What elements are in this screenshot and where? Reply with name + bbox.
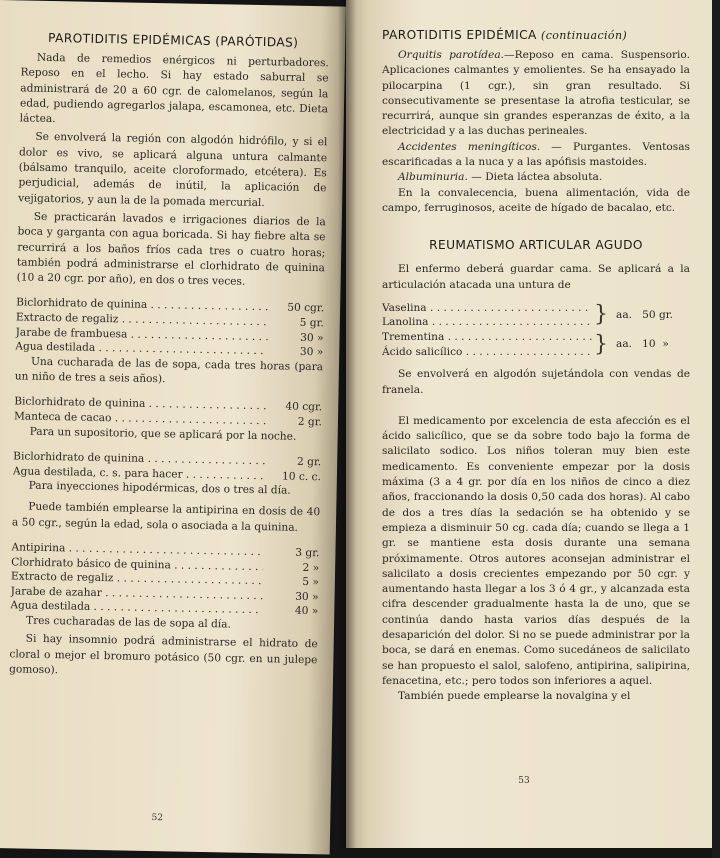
orquitis-text: —Reposo en cama. Suspensorio. Aplicaciones calmantes y emolientes. Se ha ensayado la pilocarpina (1 cgr.), sin gran resultado. Si consecutivamente se presentase la atrofia testicular, se recurrirá, aunque sin grandes esperanzas de éxito, a la electricidad y a las duchas perineales. (382, 49, 690, 138)
formula-group (382, 301, 673, 330)
paragraph: El enfermo deberá guardar cama. Se aplicará a la articulación atacada una untura de (382, 263, 690, 291)
ingredient-dose: 30 » (299, 346, 324, 359)
brace-icon: } (594, 302, 608, 328)
ingredient-dose: 2 gr. (297, 415, 323, 429)
formula-ingredient: Ácido salicílico . . . (382, 345, 592, 360)
formula-groups (382, 301, 673, 359)
left-page (0, 0, 346, 854)
paragraph: Se envolverá la región con algodón hidrófilo, y si el dolor es vivo, se aplicará alguna untura calmante (bálsamo tranquilo, aceite cloroformado, etcétera). Es perjudicial, además de inútil, la aplicación de vejigatorios, y aun la de la pomada mercurial. (18, 131, 328, 209)
formula-dose: aa. 10 » (616, 338, 669, 351)
ingredient-dose: 5 gr. (299, 316, 324, 330)
formula-items (382, 301, 592, 330)
formula-ingredient: Vaselina . . . (382, 301, 592, 316)
paragraph (382, 140, 690, 171)
ingredient-name: Clorhidrato básico de quinina . . . (11, 555, 263, 574)
ingredient-dose: 2 gr. (296, 455, 322, 469)
paragraph: Se envolverá en algodón sujetándola con vendas de franela. (382, 368, 690, 396)
prescription (15, 296, 324, 360)
ingredient-dose: 30 » (295, 590, 319, 603)
paragraph: Se practicarán lavados e irrigaciones diarios de la boca y garganta con agua boricada. Si hay fiebre alta se recurrirá a los baños fríos cada tres o cuatro horas; también podrá administrarse el clorhidrato de quinina (10 a 20 cgr. por año), en dos o tres veces. (16, 210, 326, 288)
paragraph: En la convalecencia, buena alimentación, vida de campo, ferruginosos, aceite de hígado de bacalao, etc. (382, 186, 690, 214)
paragraph: También puede emplearse la novalgina y el (398, 690, 631, 703)
prescription-note: Tres cucharadas de las de sopa al día. (25, 614, 232, 631)
ingredient-dose: 10 c. c. (281, 470, 322, 483)
ingredient-name: Extracto de regaliz . . . (16, 310, 268, 329)
prescription-note: Para un supositorio, que se aplicará por la noche. (29, 425, 297, 443)
page-number: 52 (151, 813, 164, 824)
section-heading: REUMATISMO ARTICULAR AGUDO (429, 238, 643, 253)
formula-ingredient: Trementina . . . (382, 330, 592, 345)
formula-dose: aa. 50 gr. (616, 309, 673, 322)
albuminuria-label: Albuminuria. (398, 171, 468, 184)
paragraph: Nada de remedios enérgicos ni perturbadores. Reposo en el lecho. Si hay estado saburral se administrará de 20 a 60 cgr. de calomelanos, según la edad, pudiendo agregarlos jalapa, escamonea, etc. Dieta láctea. (19, 51, 329, 126)
albuminuria-text: — Dieta láctea absoluta. (467, 171, 603, 184)
accidentes-label: Accidentes meningíticos. (398, 140, 541, 153)
prescription (10, 540, 319, 619)
ingredient-dose: 40 cgr. (285, 400, 323, 414)
paragraph: Si hay insomnio podrá administrarse el hidrato de cloral o mejor el bromuro potásico (50 cgr. en un julepe gomoso). (9, 632, 318, 677)
formula-group (382, 330, 673, 359)
brace-icon: } (594, 331, 608, 357)
orquitis-label: Orquitis parotídea. (398, 49, 505, 61)
ingredient-dose: 40 » (294, 605, 319, 618)
book-gutter (338, 0, 356, 848)
ingredient-dose: 5 » (302, 576, 319, 589)
ingredient-name: Biclorhidrato de quinina . . . (14, 395, 266, 414)
prescription-note: Para inyecciones hipodérmicas, dos o tres al día. (28, 479, 291, 497)
ingredient-name: Biclorhidrato de quinina . . . (13, 449, 265, 468)
paragraph (382, 170, 690, 185)
right-page (346, 0, 712, 848)
ingredient-dose: 2 » (302, 561, 320, 574)
heading-continuation: (continuación) (541, 29, 628, 42)
ingredient-dose: 3 gr. (295, 546, 320, 560)
ingredient-dose: 50 cgr. (287, 302, 325, 315)
ingredient-name: Antipirina . . . (11, 540, 263, 559)
ingredient-name: Agua destilada . . . (10, 599, 262, 618)
ingredient-name: Manteca de cacao . . . (14, 409, 266, 428)
ingredient-name: Biclorhidrato de quinina . . . (16, 296, 268, 315)
ingredient-name: Jarabe de frambuesa . . . (15, 325, 267, 344)
prescription-note: Una cucharada de las de sopa, cada tres horas (para un niño de tres a seis años). (14, 355, 324, 386)
formula-ingredient: Lanolina . . . (382, 315, 592, 330)
ingredient-name: Extracto de regaliz . . . (11, 569, 263, 588)
ingredient-name: Agua destilada . . . (15, 340, 267, 359)
paragraph (382, 48, 690, 140)
paragraph: Puede también emplearse la antipirina en dosis de 40 a 50 cgr., según la edad, sola o asociada a la quinina. (11, 501, 321, 534)
ingredient-dose: 30 » (300, 331, 324, 344)
right-page-heading (382, 28, 690, 42)
ingredient-name: Agua destilada, c. s. para hacer . . . (13, 464, 265, 483)
paragraph: El medicamento por excelencia de esta afección es el ácido salicílico, que se da sobre todo bajo la forma de salicilato sodico. Los niños toleran muy bien este medicamento. Es conveniente empezar por la dosis máxima (3 a 4 gr. por día en los niños de cinco a diez años, fraccionando la dosis 0,50 cada dos horas). Al cabo de dos a tres días la sedación se ha obtenido y se empieza a disminuir 50 cg. cada día; cuando se llega a 1 gr. se mantiene esta dosis durante una semana próximamente. Otros autores aconsejan administrar el salicilato a dosis crecientes empezando por 50 cgr. y aumentando hasta llegar a los 3 ó 4 gr., y alcanzada esta cifra descender gradualmente hasta la de uno, que se continúa dando hasta varios días después de la desaparición del dolor. Si no se puede administrar por la boca, se dará en enemas. Como sucedáneos de salicilato se han propuesto el salol, salofeno, antipirina, salipirina, fenacetina, etc.; pero todos son inferiores a aquel. (382, 414, 690, 687)
ingredient-name: Jarabe de azahar . . . (11, 584, 263, 603)
left-page-heading: PAROTIDITIS EPIDÉMICAS (PARÓTIDAS) (47, 30, 299, 50)
page-number: 53 (518, 776, 530, 786)
page-edge (712, 0, 720, 858)
ointment-formula (382, 301, 690, 359)
heading-text: PAROTIDITIS EPIDÉMICA (382, 28, 537, 42)
formula-items (382, 330, 592, 359)
accidentes-text: — Purgantes. Ventosas escarificadas a la nuca y a las apófisis mastoides. (382, 140, 690, 169)
